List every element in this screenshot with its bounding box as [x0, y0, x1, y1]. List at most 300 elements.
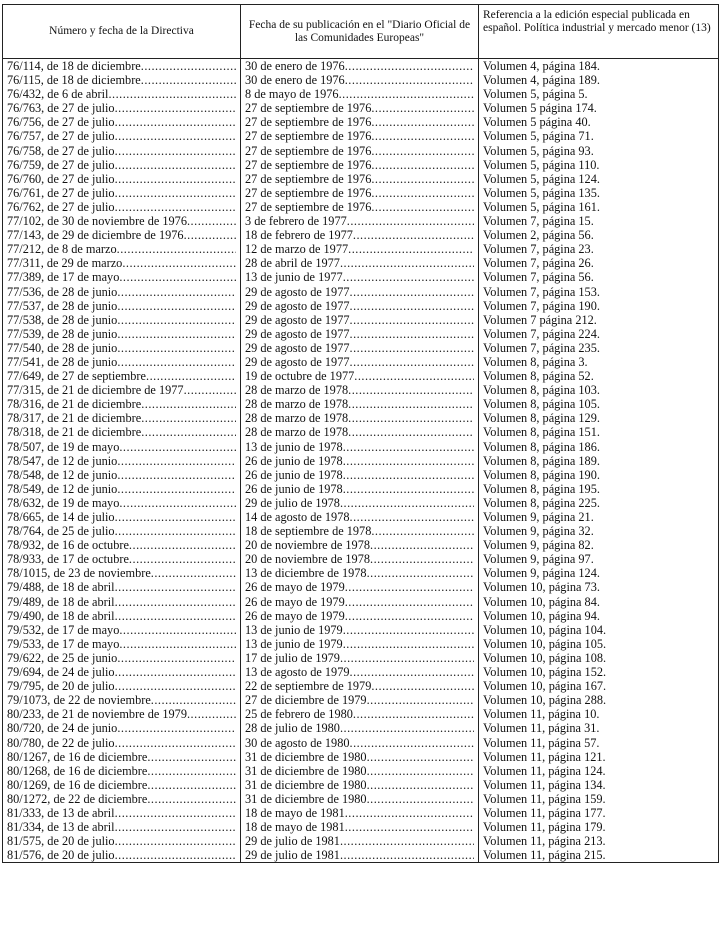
dot-leader: [115, 679, 236, 693]
directive-cell: [3, 806, 241, 820]
dot-leader: [117, 327, 236, 341]
cell-text: 27 de septiembre de 1976: [245, 185, 372, 200]
cell-text: 76/114, de 18 de diciembre: [7, 59, 141, 73]
table-row: [3, 468, 719, 482]
cell-text: 29 de agosto de 1977: [245, 298, 350, 313]
leader-text: [7, 256, 236, 270]
leader-text: [7, 538, 236, 552]
cell-text: 78/933, de 17 de octubre: [7, 552, 129, 567]
dot-leader: [371, 158, 474, 172]
table-row: [3, 552, 719, 566]
cell-text: 29 de agosto de 1977: [245, 354, 350, 369]
dot-leader: [117, 313, 236, 327]
table-row: [3, 679, 719, 693]
directives-table: [2, 4, 719, 863]
leader-text: [7, 341, 236, 355]
cell-text: 76/757, de 27 de julio: [7, 129, 115, 144]
publication-date-cell: [241, 637, 479, 651]
leader-text: [7, 454, 236, 468]
directive-cell: [3, 482, 241, 496]
directive-cell: [3, 129, 241, 143]
publication-date-cell: [241, 665, 479, 679]
publication-date-cell: [241, 707, 479, 721]
edition-reference-cell: Volumen 10, página 94.: [479, 609, 719, 623]
dot-leader: [115, 834, 236, 848]
edition-reference-cell: Volumen 7, página 153.: [479, 285, 719, 299]
leader-text: [245, 299, 474, 313]
dot-leader: [367, 750, 474, 764]
table-row: [3, 820, 719, 834]
cell-text: 30 de enero de 1976: [245, 59, 345, 73]
table-row: [3, 172, 719, 186]
edition-reference-cell: Volumen 11, página 179.: [479, 820, 719, 834]
cell-text: 30 de agosto de 1980: [245, 735, 350, 750]
edition-reference-cell: Volumen 11, página 215.: [479, 848, 719, 863]
directive-cell: [3, 313, 241, 327]
cell-text: 27 de septiembre de 1976: [245, 101, 372, 116]
table-row: [3, 214, 719, 228]
cell-text: 78/665, de 14 de julio: [7, 510, 115, 524]
directive-cell: [3, 468, 241, 482]
dot-leader: [343, 270, 474, 284]
directive-cell: [3, 778, 241, 792]
publication-date-cell: [241, 609, 479, 623]
table-row: [3, 707, 719, 721]
directive-cell: [3, 750, 241, 764]
table-row: [3, 665, 719, 679]
directive-cell: [3, 707, 241, 721]
cell-text: 76/432, de 6 de abril: [7, 87, 109, 102]
publication-date-cell: [241, 750, 479, 764]
edition-reference-cell: Volumen 7, página 23.: [479, 242, 719, 256]
directive-cell: [3, 341, 241, 355]
dot-leader: [350, 510, 474, 524]
dot-leader: [119, 637, 236, 651]
leader-text: [245, 524, 474, 538]
dot-leader: [345, 609, 474, 623]
dot-leader: [370, 552, 474, 566]
cell-text: 31 de diciembre de 1980: [245, 791, 367, 806]
cell-text: 81/576, de 20 de julio: [7, 848, 115, 863]
dot-leader: [147, 750, 236, 764]
directive-cell: [3, 820, 241, 834]
leader-text: [245, 383, 474, 397]
publication-date-cell: [241, 736, 479, 750]
leader-text: [7, 566, 236, 580]
leader-text: [7, 524, 236, 538]
publication-date-cell: [241, 834, 479, 848]
leader-text: [245, 214, 474, 228]
dot-leader: [367, 693, 474, 707]
leader-text: [245, 73, 474, 87]
cell-text: 29 de julio de 1981: [245, 834, 340, 849]
cell-text: 77/649, de 27 de septiembre: [7, 369, 146, 384]
edition-reference-cell: Volumen 5, página 135.: [479, 186, 719, 200]
cell-text: 14 de agosto de 1978: [245, 510, 350, 524]
leader-text: [245, 172, 474, 186]
dot-leader: [141, 397, 236, 411]
edition-reference-cell: Volumen 8, página 151.: [479, 425, 719, 439]
leader-text: [7, 736, 236, 750]
cell-text: 79/694, de 24 de julio: [7, 665, 115, 680]
dot-leader: [348, 425, 474, 439]
dot-leader: [340, 256, 474, 270]
edition-reference-cell: Volumen 5, página 161.: [479, 200, 719, 214]
table-header-row: [3, 5, 719, 59]
leader-text: [245, 595, 474, 609]
publication-date-cell: [241, 214, 479, 228]
leader-text: [7, 693, 236, 707]
directive-cell: [3, 158, 241, 172]
table-row: [3, 806, 719, 820]
table-row: [3, 383, 719, 397]
cell-text: 78/547, de 12 de junio: [7, 453, 118, 468]
cell-text: 13 de junio de 1979: [245, 622, 343, 637]
cell-text: 76/761, de 27 de julio: [7, 185, 115, 200]
dot-leader: [345, 580, 474, 594]
dot-leader: [370, 538, 474, 552]
dot-leader: [371, 172, 474, 186]
edition-reference-cell: Volumen 7, página 235.: [479, 341, 719, 355]
table-row: [3, 440, 719, 454]
publication-date-cell: [241, 101, 479, 115]
cell-text: 78/549, de 12 de junio: [7, 481, 118, 496]
cell-text: 27 de septiembre de 1976: [245, 199, 372, 214]
dot-leader: [350, 736, 474, 750]
dot-leader: [354, 369, 474, 383]
cell-text: 27 de septiembre de 1976: [245, 129, 372, 144]
cell-text: 13 de junio de 1978: [245, 439, 343, 454]
dot-leader: [371, 144, 474, 158]
table-row: [3, 242, 719, 256]
cell-text: 18 de mayo de 1981: [245, 820, 345, 835]
cell-text: 79/795, de 20 de julio: [7, 679, 115, 694]
publication-date-cell: [241, 721, 479, 735]
leader-text: [245, 186, 474, 200]
cell-text: 79/1073, de 22 de noviembre: [7, 693, 151, 708]
table-row: [3, 87, 719, 101]
directive-cell: [3, 792, 241, 806]
table-row: [3, 411, 719, 425]
leader-text: [7, 411, 236, 425]
publication-date-cell: [241, 510, 479, 524]
cell-text: 78/316, de 21 de diciembre: [7, 397, 142, 412]
publication-date-cell: [241, 411, 479, 425]
dot-leader: [184, 228, 236, 242]
dot-leader: [115, 129, 236, 143]
dot-leader: [147, 764, 236, 778]
leader-text: [245, 820, 474, 834]
directive-cell: [3, 144, 241, 158]
cell-text: 13 de agosto de 1979: [245, 665, 350, 680]
dot-leader: [151, 566, 236, 580]
cell-text: 79/488, de 18 de abril: [7, 580, 115, 595]
leader-text: [245, 285, 474, 299]
edition-reference-cell: Volumen 5, página 71.: [479, 129, 719, 143]
cell-text: 28 de marzo de 1978: [245, 411, 349, 426]
cell-text: 78/318, de 21 de diciembre: [7, 425, 142, 440]
dot-leader: [345, 595, 474, 609]
leader-text: [245, 679, 474, 693]
cell-text: 25 de febrero de 1980: [245, 707, 353, 722]
publication-date-cell: [241, 792, 479, 806]
dot-leader: [117, 242, 236, 256]
dot-leader: [371, 129, 474, 143]
publication-date-cell: [241, 651, 479, 665]
dot-leader: [115, 524, 236, 538]
edition-reference-cell: Volumen 9, página 124.: [479, 566, 719, 580]
cell-text: 18 de febrero de 1977: [245, 228, 353, 243]
edition-reference-cell: Volumen 2, página 56.: [479, 228, 719, 242]
directive-cell: [3, 510, 241, 524]
table-row: [3, 299, 719, 313]
cell-text: 79/622, de 25 de junio: [7, 650, 118, 665]
dot-leader: [348, 397, 474, 411]
dot-leader: [117, 355, 236, 369]
table-row: [3, 693, 719, 707]
publication-date-cell: [241, 369, 479, 383]
edition-reference-cell: Volumen 8, página 103.: [479, 383, 719, 397]
edition-reference-cell: Volumen 11, página 31.: [479, 721, 719, 735]
cell-text: 28 de julio de 1980: [245, 721, 340, 736]
cell-text: 77/537, de 28 de junio: [7, 298, 118, 313]
cell-text: 26 de junio de 1978: [245, 467, 343, 482]
dot-leader: [141, 425, 236, 439]
dot-leader: [340, 834, 474, 848]
dot-leader: [187, 707, 236, 721]
edition-reference-cell: Volumen 8, página 105.: [479, 397, 719, 411]
dot-leader: [350, 299, 474, 313]
leader-text: [245, 242, 474, 256]
publication-date-cell: [241, 482, 479, 496]
edition-reference-cell: Volumen 10, página 104.: [479, 623, 719, 637]
publication-date-cell: [241, 285, 479, 299]
dot-leader: [115, 736, 236, 750]
cell-text: 80/720, de 24 de junio: [7, 721, 118, 736]
leader-text: [7, 242, 236, 256]
directive-cell: [3, 496, 241, 510]
publication-date-cell: [241, 524, 479, 538]
table-row: [3, 397, 719, 411]
leader-text: [245, 609, 474, 623]
publication-date-cell: [241, 820, 479, 834]
dot-leader: [115, 115, 236, 129]
cell-text: 77/389, de 17 de mayo: [7, 270, 120, 285]
leader-text: [245, 834, 474, 848]
dot-leader: [115, 172, 236, 186]
table-row: [3, 256, 719, 270]
cell-text: 76/760, de 27 de julio: [7, 171, 115, 186]
publication-date-cell: [241, 383, 479, 397]
table-row: [3, 750, 719, 764]
leader-text: [245, 144, 474, 158]
leader-text: [245, 270, 474, 284]
cell-text: 30 de enero de 1976: [245, 73, 345, 88]
directive-cell: [3, 383, 241, 397]
edition-reference-cell: Volumen 8, página 3.: [479, 355, 719, 369]
edition-reference-cell: Volumen 5, página 124.: [479, 172, 719, 186]
leader-text: [245, 623, 474, 637]
dot-leader: [119, 496, 236, 510]
dot-leader: [117, 721, 236, 735]
cell-text: 17 de julio de 1979: [245, 650, 340, 665]
leader-text: [7, 721, 236, 735]
cell-text: 78/632, de 19 de mayo: [7, 495, 120, 510]
edition-reference-cell: Volumen 10, página 152.: [479, 665, 719, 679]
leader-text: [245, 327, 474, 341]
leader-text: [245, 637, 474, 651]
dot-leader: [343, 468, 474, 482]
dot-leader: [345, 806, 474, 820]
edition-reference-cell: Volumen 8, página 190.: [479, 468, 719, 482]
edition-reference-cell: Volumen 11, página 134.: [479, 778, 719, 792]
dot-leader: [151, 693, 236, 707]
directive-cell: [3, 595, 241, 609]
cell-text: 19 de octubre de 1977: [245, 369, 355, 384]
edition-reference-cell: Volumen 9, página 97.: [479, 552, 719, 566]
dot-leader: [122, 256, 236, 270]
dot-leader: [343, 637, 474, 651]
publication-date-cell: [241, 299, 479, 313]
leader-text: [245, 580, 474, 594]
leader-text: [245, 566, 474, 580]
directive-cell: [3, 397, 241, 411]
dot-leader: [345, 820, 474, 834]
directive-cell: [3, 327, 241, 341]
directive-cell: [3, 454, 241, 468]
publication-date-cell: [241, 313, 479, 327]
dot-leader: [371, 524, 474, 538]
cell-text: 29 de julio de 1981: [245, 848, 340, 863]
directive-cell: [3, 172, 241, 186]
cell-text: 28 de marzo de 1978: [245, 397, 349, 412]
table-row: [3, 524, 719, 538]
edition-reference-cell: Volumen 10, página 84.: [479, 595, 719, 609]
publication-date-cell: [241, 397, 479, 411]
edition-reference-cell: Volumen 4, página 184.: [479, 59, 719, 74]
table-row: [3, 355, 719, 369]
leader-text: [7, 87, 236, 101]
publication-date-cell: [241, 693, 479, 707]
publication-date-cell: [241, 454, 479, 468]
table-row: [3, 186, 719, 200]
cell-text: 80/233, de 21 de noviembre de 1979: [7, 707, 187, 722]
dot-leader: [119, 623, 236, 637]
leader-text: [245, 411, 474, 425]
dot-leader: [115, 820, 236, 834]
leader-text: [245, 158, 474, 172]
publication-date-cell: [241, 425, 479, 439]
dot-leader: [117, 482, 236, 496]
leader-text: [7, 510, 236, 524]
leader-text: [245, 440, 474, 454]
publication-date-cell: [241, 73, 479, 87]
leader-text: [7, 552, 236, 566]
leader-text: [245, 482, 474, 496]
leader-text: [7, 214, 236, 228]
directive-cell: [3, 679, 241, 693]
edition-reference-cell: Volumen 8, página 129.: [479, 411, 719, 425]
table-body: [3, 59, 719, 863]
leader-text: [245, 510, 474, 524]
dot-leader: [353, 228, 474, 242]
leader-text: [7, 425, 236, 439]
table-row: [3, 538, 719, 552]
directive-cell: [3, 440, 241, 454]
directive-cell: [3, 693, 241, 707]
cell-text: 29 de julio de 1978: [245, 495, 340, 510]
dot-leader: [343, 454, 474, 468]
edition-reference-cell: Volumen 7 página 212.: [479, 313, 719, 327]
leader-text: [7, 848, 236, 862]
leader-text: [245, 129, 474, 143]
cell-text: 78/1015, de 23 de noviembre: [7, 566, 151, 581]
cell-text: 26 de junio de 1978: [245, 481, 343, 496]
table-row: [3, 101, 719, 115]
cell-text: 27 de septiembre de 1976: [245, 115, 372, 130]
publication-date-cell: [241, 129, 479, 143]
dot-leader: [119, 440, 236, 454]
table-row: [3, 228, 719, 242]
dot-leader: [115, 200, 236, 214]
leader-text: [245, 707, 474, 721]
cell-text: 76/758, de 27 de julio: [7, 143, 115, 158]
table-row: [3, 580, 719, 594]
directive-cell: [3, 200, 241, 214]
dot-leader: [348, 242, 474, 256]
header-edition-reference: Referencia a la edición especial publicada en español. Política industrial y mercado menor (13): [479, 5, 719, 59]
leader-text: [245, 355, 474, 369]
table-row: [3, 848, 719, 863]
dot-leader: [350, 341, 474, 355]
table-row: [3, 496, 719, 510]
leader-text: [245, 313, 474, 327]
directive-cell: [3, 299, 241, 313]
cell-text: 76/763, de 27 de julio: [7, 101, 115, 116]
leader-text: [245, 721, 474, 735]
directive-cell: [3, 270, 241, 284]
directive-cell: [3, 651, 241, 665]
cell-text: 28 de marzo de 1978: [245, 425, 349, 440]
publication-date-cell: [241, 242, 479, 256]
directive-cell: [3, 59, 241, 74]
dot-leader: [117, 468, 236, 482]
edition-reference-cell: Volumen 11, página 10.: [479, 707, 719, 721]
dot-leader: [350, 285, 474, 299]
leader-text: [7, 792, 236, 806]
publication-date-cell: [241, 355, 479, 369]
table-row: [3, 200, 719, 214]
leader-text: [7, 482, 236, 496]
table-row: [3, 778, 719, 792]
edition-reference-cell: Volumen 5 página 40.: [479, 115, 719, 129]
dot-leader: [115, 101, 236, 115]
directive-cell: [3, 101, 241, 115]
dot-leader: [117, 341, 236, 355]
dot-leader: [367, 792, 474, 806]
leader-text: [245, 228, 474, 242]
cell-text: 13 de diciembre de 1978: [245, 566, 367, 581]
leader-text: [7, 778, 236, 792]
publication-date-cell: [241, 848, 479, 863]
table-row: [3, 327, 719, 341]
directive-cell: [3, 73, 241, 87]
cell-text: 77/539, de 28 de junio: [7, 326, 118, 341]
publication-date-cell: [241, 778, 479, 792]
dot-leader: [340, 651, 474, 665]
leader-text: [7, 59, 236, 73]
leader-text: [245, 454, 474, 468]
